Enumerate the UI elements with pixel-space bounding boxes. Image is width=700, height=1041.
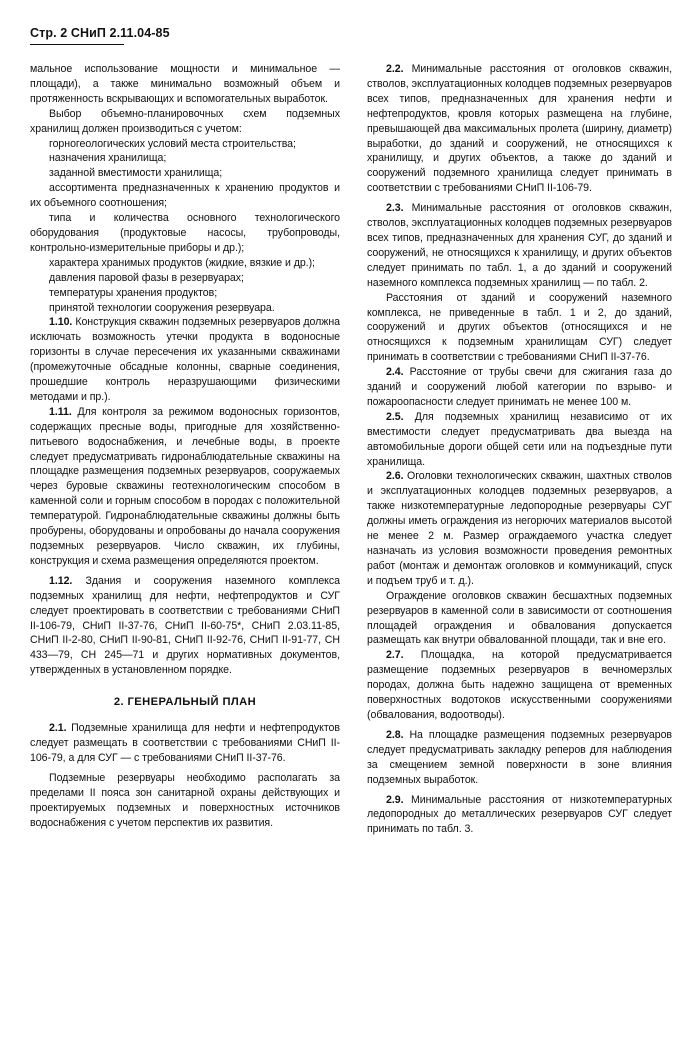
list-item: заданной вместимости хранилища; [49,167,223,180]
clause-2-2 [367,62,672,196]
clause-text: Для контроля за режимом водоносных горизонтов, содержащих пресные воды, пригодные для хозяйственно-питьевого водоснабжения, и лечебные воды, в проекте следует предусматривать гидронаблюдательные скважины на площадке размещения подземных резервуаров, сооружаемых через буровые скважины геотехнологическим способом в каменной соли и горным способом в породах с положительной температурой. Гидронаблюдательные скважины должны быть пробурены, оборудованы и опробованы до начала сооружения подземных резервуаров. Число скважин, их глубины, конструкция и схема размещения определяются проектом. [30,405,340,567]
list-item: горногеологических условий места строительства; [49,137,296,150]
clause-1-10 [30,315,340,404]
list-item: типа и количества основного технологического оборудования (продуктовые насосы, трубопроводы, контрольно-измерительные приборы и др.); [30,212,340,254]
list-item: давления паровой фазы в резервуарах; [49,271,244,284]
clause-number: 1.10. [49,316,73,329]
clause-2-4 [367,365,672,410]
clause-number: 2.2. [386,63,404,75]
list-item: принятой технологии сооружения резервуара. [49,301,275,314]
clause-number: 2.5. [386,410,404,423]
clause-1-11 [30,405,340,569]
paragraph-choice: Выбор объемно-планировочных схем подземных хранилищ должен производиться с учетом: [30,107,340,135]
paragraph-fencing: Ограждение оголовков скважин бесшахтных подземных резервуаров в каменной соли в зависимости от соотношения площадей ограждения и обвалования допускается размещать как внутри обвалованной площади, так и вне его. [367,589,672,647]
clause-text: Подземные хранилища для нефти и нефтепродуктов следует размещать в соответствии с требованиями СНиП II-106-79, а для СУГ — с требованиями СНиП II-37-76. [30,722,340,764]
clause-text: Минимальные расстояния от оголовков скважин, стволов, эксплуатационных колодцев подземных резервуаров всех типов, предназначенных для хранения нефти и нефтепродуктов, кровля которых размещена на глубине, превышающей два максимальных пролета (ширину, диаметр) выработки, до зданий и сооружений, не относящихся к хранилищу, и других объектов, а также до зданий и сооружений подземного хранилища следует принимать в соответствии с требованиями СНиП II-106-79. [367,63,672,195]
clause-text: Оголовки технологических скважин, шахтных стволов и эксплуатационных колодцев подземных резервуаров, а также низкотемпературные ледопородные резервуары СУГ должны иметь ограждения из негорючих материалов высотой не менее 2 м. Размер ограждаемого участка следует назначать из условия возможности проведения ремонтных работ (монтаж и демонтаж оголовков и коммуникаций, спуск и подъем труб и т. д.). [367,470,672,587]
clause-2-3 [367,201,672,290]
clause-text: Расстояние от трубы свечи для сжигания газа до зданий и сооружений любой категории по взрыво- и пожароопасности следует принимать не менее 100 м. [367,366,672,408]
clause-text: Минимальные расстояния от оголовков скважин, стволов, эксплуатационных колодцев подземных резервуаров всех типов, предназначенных для хранения СУГ, до зданий и сооружений, не относящихся к хранилищу, и других объектов следует принимать по табл. 1, а до зданий и сооружений наземного комплекса подземных хранилищ — по табл. 2. [367,202,672,289]
clause-text: Площадка, на которой предусматривается размещение подземных резервуаров в вечномерзлых породах, должна быть надежно защищена от временных поверхностных водотоков искусственными сооружениями (обвалования, водоотводы). [367,649,672,721]
left-column [30,62,340,830]
clause-2-6 [367,469,672,588]
list-item: назначения хранилища; [49,152,167,165]
page-header: Стр. 2 СНиП 2.11.04-85 [30,26,170,40]
section-heading: 2. ГЕНЕРАЛЬНЫЙ ПЛАН [113,696,257,709]
list-item: температуры хранения продуктов; [49,286,218,299]
clause-number: 2.7. [386,649,404,662]
right-column [367,62,672,837]
clause-2-1 [30,721,340,766]
paragraph-reservoirs: Подземные резервуары необходимо располагать за пределами II пояса зон санитарной охраны действующих и проектируемых подземных и поверхностных источников водоснабжения с учетом перспектив их развития. [30,771,340,829]
paragraph-intro: мальное использование мощности и минимальное — площади), а также минимально возможный объем и протяженность вскрывающих и вспомогательных выработок. [30,63,340,105]
clause-2-9 [367,793,672,838]
clause-number: 1.12. [49,574,73,587]
clause-number: 2.9. [386,793,404,806]
header-underline [30,44,124,45]
clause-1-12 [30,574,340,678]
clause-text: Здания и сооружения наземного комплекса подземных хранилищ для нефти, нефтепродуктов и СУГ следует проектировать в соответствии с требованиями СНиП II-106-79, СНиП II-37-76, СНиП II-60-75*, СНиП 2.03.11-85, СНиП II-2-80, СНиП II-90-81, СНиП II-92-76, СНиП II-91-77, СН 433—79, СН 245—71 и других нормативных документов, утвержденных в установленном порядке. [30,574,340,677]
clause-number: 2.1. [49,722,67,735]
clause-2-5 [367,410,672,470]
clause-number: 2.3. [386,202,404,215]
clause-number: 2.6. [386,470,404,483]
clause-number: 1.11. [49,405,72,418]
clause-number: 2.8. [386,728,404,741]
clause-text: Минимальные расстояния от низкотемпературных ледопородных до металлических резервуаров СУГ следует принимать по табл. 3. [367,793,672,836]
list-item: характера хранимых продуктов (жидкие, вязкие и др.); [49,256,315,269]
clause-number: 2.4. [386,366,404,379]
list-item: ассортимента предназначенных к хранению продуктов и их объемного соотношения; [30,182,340,210]
clause-text: Конструкция скважин подземных резервуаров должна исключать возможность утечки продукта в водоносные горизонты в случае пересечения их указанными скважинами (промежуточные обсадные колонны, сварные соединения, прошедшие контроль неразрушающими физическими методами и пр.). [30,316,340,403]
clause-text: Для подземных хранилищ независимо от их вместимости следует предусматривать два выезда на автомобильные дороги общей сети или на подъездные пути хранилища. [367,410,672,468]
clause-2-8 [367,728,672,788]
paragraph-distances: Расстояния от зданий и сооружений наземного комплекса, не приведенные в табл. 1 и 2, до зданий, сооружений и других объектов (относящихся и не относящихся к подземным хранилищам СУГ) следует принимать в соответствии с требованиями СНиП II-37-76. [367,291,672,364]
clause-text: На площадке размещения подземных резервуаров следует предусматривать закладку реперов для наблюдения за смещением земной поверхности в зоне влияния подземных выработок. [367,728,672,786]
clause-2-7 [367,648,672,723]
